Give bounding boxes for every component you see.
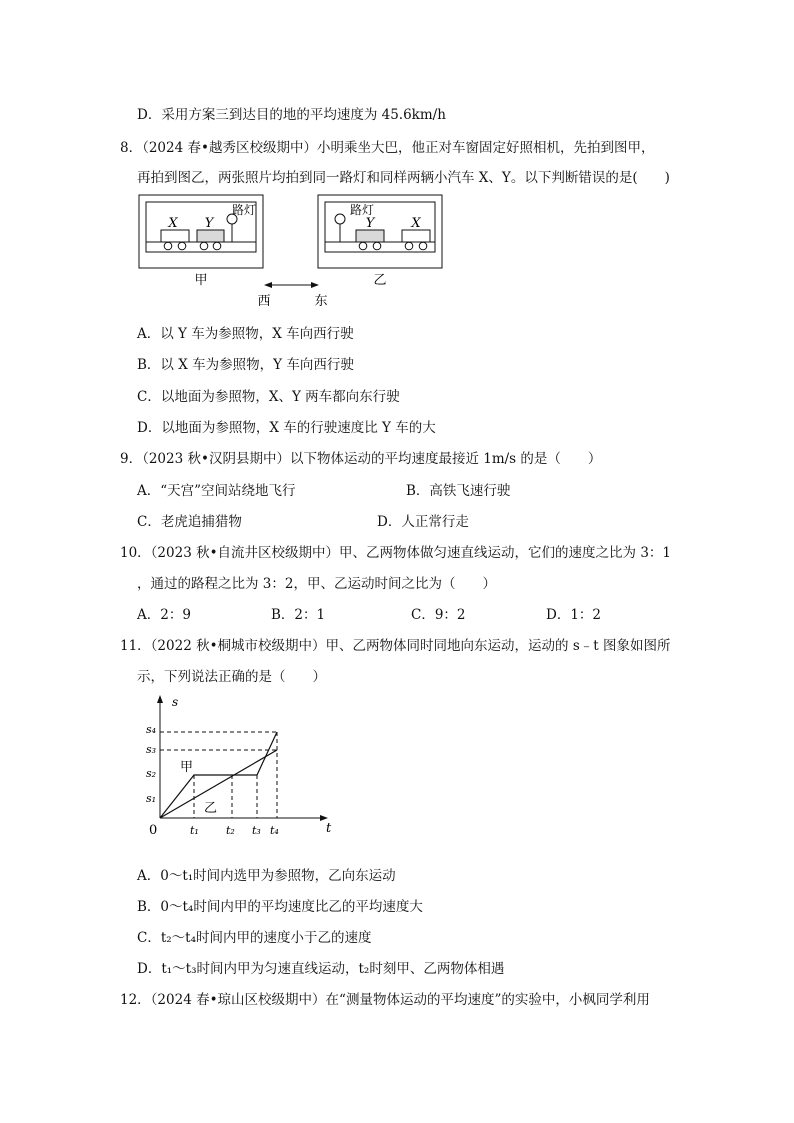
q8-option-b: B．以 X 车为参照物，Y 车向西行驶 xyxy=(137,357,354,373)
t2-label: t₂ xyxy=(226,824,235,837)
car-y-jia xyxy=(197,230,224,242)
car-x-yi xyxy=(402,230,430,242)
lamp-label-jia: 路灯 xyxy=(231,203,257,217)
t1-label: t₁ xyxy=(190,824,199,837)
west-label: 西 xyxy=(257,294,271,309)
t3-label: t₃ xyxy=(252,824,261,837)
t4-label: t₄ xyxy=(270,824,279,837)
wheel-icon xyxy=(200,242,208,250)
origin-label: 0 xyxy=(149,823,158,838)
q10-option-a: A．2：9 xyxy=(137,607,191,623)
q8-stem-line2: 再拍到图乙，两张照片均拍到同一路灯和同样两辆小汽车 X、Y。以下判断错误的是( ) xyxy=(137,170,670,186)
wheel-icon xyxy=(373,242,381,250)
s4-label: s₄ xyxy=(146,723,157,736)
car-x-label-jia: X xyxy=(168,216,178,231)
car-y-label-jia: Y xyxy=(204,216,214,231)
arrow-right-icon xyxy=(311,282,319,288)
q9-option-c: C．老虎追捕猎物 xyxy=(137,514,242,530)
q11-st-graph xyxy=(140,692,340,842)
arrow-up-icon xyxy=(157,695,163,703)
caption-jia: 甲 xyxy=(194,273,208,288)
q8-option-d: D．以地面为参照物，X 车的行驶速度比 Y 车的大 xyxy=(137,420,436,436)
east-label: 东 xyxy=(314,294,328,309)
label-yi: 乙 xyxy=(204,801,218,816)
lamp-label-yi: 路灯 xyxy=(349,203,375,217)
q8-option-a: A．以 Y 车为参照物，X 车向西行驶 xyxy=(137,326,354,342)
s2-label: s₂ xyxy=(146,767,157,780)
q9-option-a: A．“天宫”空间站绕地飞行 xyxy=(137,483,296,499)
label-jia: 甲 xyxy=(180,760,194,775)
car-y-label-yi: Y xyxy=(365,216,375,231)
wheel-icon xyxy=(405,242,413,250)
wheel-icon xyxy=(178,242,186,250)
s3-label: s₃ xyxy=(146,743,157,756)
lamp-icon xyxy=(335,214,345,224)
wheel-icon xyxy=(359,242,367,250)
q8-figure xyxy=(130,190,460,315)
q10-stem-line2: ，通过的路程之比为 3：2，甲、乙运动时间之比为（ ） xyxy=(137,576,496,592)
q10-option-b: B．2：1 xyxy=(271,607,326,623)
q11-option-a: A．0～t₁时间内选甲为参照物，乙向东运动 xyxy=(137,868,396,884)
arrow-left-icon xyxy=(264,282,272,288)
line-jia xyxy=(160,732,277,818)
q11-option-b: B．0～t₄时间内甲的平均速度比乙的平均速度大 xyxy=(137,899,423,915)
t-axis-label: t xyxy=(326,821,332,836)
q10-option-c: C．9：2 xyxy=(411,607,466,623)
q8-option-c: C．以地面为参照物，X、Y 两车都向东行驶 xyxy=(137,389,400,405)
wheel-icon xyxy=(419,242,427,250)
q11-stem-line1: 11．（2022 秋•桐城市校级期中）甲、乙两物体同时同地向东运动，运动的 s﹣t 图象如图所 xyxy=(120,638,671,654)
q12-stem-line1: 12．（2024 春•琼山区校级期中）在“测量物体运动的平均速度”的实验中，小枫同学利用 xyxy=(120,992,650,1008)
wheel-icon xyxy=(213,242,221,250)
caption-yi: 乙 xyxy=(373,273,387,288)
s-axis-label: s xyxy=(172,695,179,709)
q9-option-b: B．高铁飞速行驶 xyxy=(406,483,511,499)
car-x-label-yi: X xyxy=(411,216,421,231)
wheel-icon xyxy=(164,242,172,250)
q8-stem-line1: 8．（2024 春•越秀区校级期中）小明乘坐大巴，他正对车窗固定好照相机，先拍到图甲， xyxy=(120,140,655,156)
q11-stem-line2: 示，下列说法正确的是（ ） xyxy=(137,669,326,685)
q10-stem-line1: 10．（2023 秋•自流井区校级期中）甲、乙两物体做匀速直线运动，它们的速度之比为 3：1 xyxy=(120,545,672,561)
q9-option-d: D．人正常行走 xyxy=(377,514,469,530)
car-y-yi xyxy=(356,230,384,242)
line-yi xyxy=(160,750,277,818)
q9-stem: 9．（2023 秋•汉阴县期中）以下物体运动的平均速度最接近 1m/s 的是（ ） xyxy=(120,451,602,467)
q10-option-d: D．1：2 xyxy=(546,607,602,623)
q11-option-d: D．t₁～t₃时间内甲为匀速直线运动，t₂时刻甲、乙两物体相遇 xyxy=(137,961,505,977)
q7-option-d: D．采用方案三到达目的地的平均速度为 45.6km/h xyxy=(137,107,446,123)
q11-option-c: C．t₂～t₄时间内甲的速度小于乙的速度 xyxy=(137,930,372,946)
car-x-jia xyxy=(161,230,189,242)
s1-label: s₁ xyxy=(146,792,157,805)
